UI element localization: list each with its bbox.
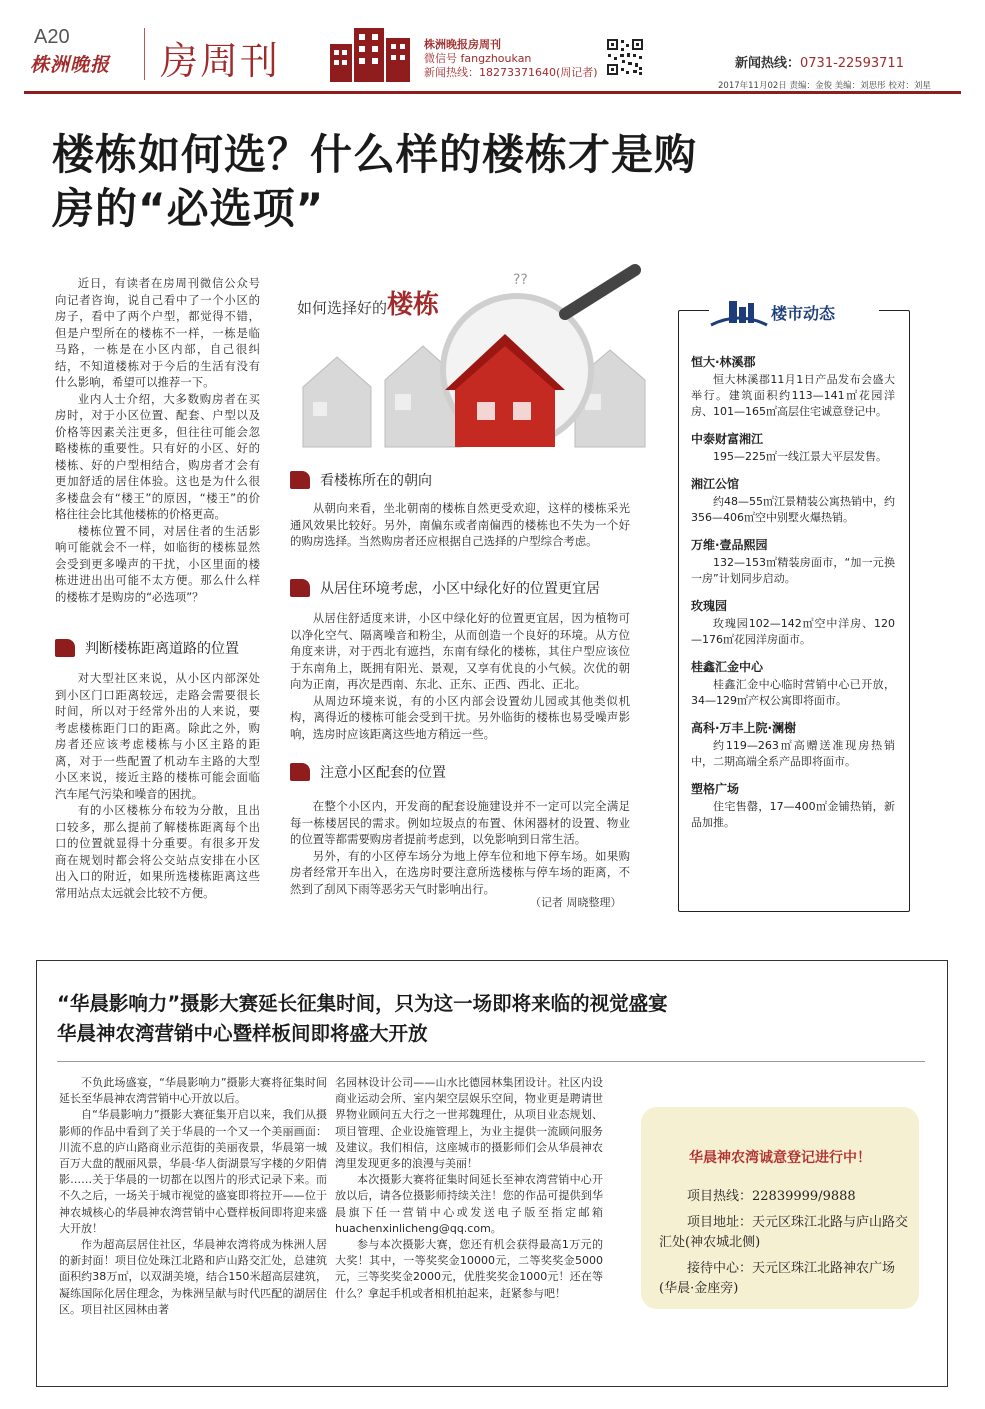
news-item: [691, 719, 895, 770]
info-label: 项目地址：: [687, 1215, 753, 1230]
body-paragraph: 另外，有的小区停车场分为地上停车位和地下停车场。如果购房者经常开车出入，在选房时要注意所选楼栋与停车场的距离，不然到了刮风下雨等恶劣天气时影响出行。: [290, 848, 630, 896]
section-heading-orientation: [290, 470, 432, 490]
ad-title: [57, 989, 937, 1049]
section-marker-icon: [290, 763, 310, 781]
ad-paragraph: 名园林设计公司——山水比德园林集团设计。社区内设商业运动会所、室内架空层娱乐空间，物业更是聘请世界物业顾问五大行之一世邦魏理仕，从项目业态规划、项目管理、企业设施管理上，为业主提供一流顾问服务及建议。我们相信，这座城市的摄影师们会从华晨神农湾里发现更多的浪漫与美丽！: [335, 1076, 603, 1171]
section-title: 房周刊: [160, 39, 281, 83]
market-news-sidebar: [678, 304, 910, 912]
ad-paragraph: 参与本次摄影大赛，您还有机会获得最高1万元的大奖！其中，一等奖奖金10000元，二等奖奖金5000元，三等奖奖金2000元，优胜奖奖金1000元！还在等什么？拿起手机或者相机拍起来，赶紧参与吧！: [335, 1238, 603, 1300]
news-item-desc: 195—225㎡一线江景大平层发售。: [713, 450, 887, 463]
info-value: 天元区珠江北路与庐山路交汇处(神农城北侧): [659, 1215, 909, 1250]
byline: （记者 周晓整理）: [530, 896, 622, 909]
project-hotline: [659, 1187, 911, 1207]
news-item: [691, 353, 895, 420]
news-item: [691, 597, 895, 648]
houses-magnifier-icon: [285, 262, 665, 462]
news-item-desc: 约48—55㎡江景精装公寓热销中，约356—406㎡空中别墅火爆热销。: [691, 495, 895, 524]
paper-logo: 株洲晚报: [30, 54, 111, 76]
illustration-title-prefix: 如何选择好的: [297, 299, 388, 317]
news-item-desc: 住宅售罄，17—400㎡金铺热销，新品加推。: [691, 800, 895, 829]
market-news-list: [691, 353, 895, 841]
building-icon: [330, 24, 414, 82]
headline-line-2: 房的“必选项”: [52, 184, 325, 233]
hotline: [735, 52, 904, 71]
qr-code-icon: [606, 38, 644, 76]
news-item-title: 塑格广场: [691, 782, 740, 796]
hotline-number: 0731-22593711: [800, 56, 904, 71]
section-body-orientation: [290, 500, 630, 550]
section-heading-road-distance: [55, 638, 239, 658]
masthead-rule: [24, 91, 961, 94]
ad-title-line-1: “华晨影响力”摄影大赛延长征集时间，只为这一场即将来临的视觉盛宴: [57, 992, 668, 1015]
section-heading-environment: [290, 578, 600, 598]
body-paragraph: 从周边环境来说，有的小区内部会设置幼儿园或其他类似机构，离得近的楼栋可能会受到干扰。另外临街的楼栋也易受噪声影响，选房时应该距离这些地方稍远一些。: [290, 693, 630, 741]
intro-paragraph: 业内人士介绍，大多数购房者在买房时，对于小区位置、配套、户型以及价格等因素关注更多，但往往可能会忽略楼栋的重要性。只有好的小区、好的楼栋、好的户型相结合，购房者才会有更加舒适的居住体验。这也是为什么很多楼盘会有“楼王”的原因，“楼王”的价格往往会比其他楼栋的价格更高。: [55, 391, 260, 521]
section-marker-icon: [290, 471, 310, 489]
news-item: [691, 475, 895, 526]
news-item-title: 中泰财富湘江: [691, 432, 764, 446]
page-number: A20: [34, 26, 70, 48]
ad-column-2: [335, 1075, 603, 1302]
ad-paragraph: 不负此场盛宴，“华晨影响力”摄影大赛将征集时间延长至华晨神农湾营销中心开放以后。: [59, 1076, 327, 1106]
section-heading-facilities: [290, 762, 446, 782]
ad-title-line-2: 华晨神农湾营销中心暨样板间即将盛大开放: [57, 1022, 428, 1045]
registration-title: 华晨神农湾诚意登记进行中！: [689, 1150, 871, 1166]
news-item: [691, 430, 895, 465]
news-item-title: 万维·壹品熙园: [691, 538, 768, 552]
section-title: 看楼栋所在的朝向: [320, 473, 432, 489]
market-news-header: [709, 293, 879, 329]
news-item: [691, 780, 895, 831]
info-value: 22839999/9888: [752, 1189, 856, 1204]
section-title: 从居住环境考虑，小区中绿化好的位置更宜居: [320, 581, 600, 597]
reception-center: [659, 1259, 911, 1299]
section-body-facilities: [290, 798, 630, 897]
body-paragraph: 有的小区楼栋分布较为分散，且出口较多，那么提前了解楼栋距离每个出口的位置就显得十分重要。有很多开发商在规划时都会将公交站点安排在小区出入口的附近，如果所选楼栋距离这些常用站点太远就会比较不方便。: [55, 803, 260, 900]
news-item-title: 玫瑰园: [691, 599, 728, 613]
section-body-road-distance: [55, 670, 260, 901]
article-illustration: [285, 262, 665, 462]
body-paragraph: 对大型社区来说，从小区内部深处到小区门口距离较远，走路会需要很长时间，所以对于经常外出的人来说，要考虑楼栋距门口的距离。除此之外，购房者还应该考虑楼栋与小区主路的距离，对于一些配置了机动车主路的大型小区来说，接近主路的楼栋可能会面临汽车尾气污染和噪音的困扰。: [55, 671, 260, 801]
intro-paragraph: 近日，有读者在房周刊微信公众号向记者咨询，说自己看中了一个小区的房子，看中了两个户型，都觉得不错，但是户型所在的楼栋不一样，一栋是临马路，一栋是在小区内部，自己很纠结，不知道楼栋对于今后的生活有没有什么影响，希望可以推荐一下。: [55, 276, 260, 389]
intro-column: [55, 275, 260, 605]
advertorial-box: [36, 960, 948, 1387]
news-item-desc: 132—153㎡精装房面市，“加一元换一房”计划同步启动。: [691, 556, 895, 585]
svg-text:??: ??: [513, 272, 528, 288]
news-item: [691, 536, 895, 587]
registration-lines: [659, 1187, 911, 1299]
ad-paragraph: 自“华晨影响力”摄影大赛征集开启以来，我们从摄影师的作品中看到了关于华晨的一个又一个美丽画面：川流不息的庐山路商业示范街的美丽夜景，华晨第一城百万大盘的靓丽风景，华晨·华人街湖景写字楼的夕阳倩影……关于华晨的一切都在以图片的形式记录下来。而不久之后，一场关于城市视觉的盛宴即将拉开——位于神农城核心的华晨神农湾营销中心暨样板间即将迎来盛大开放！: [59, 1108, 327, 1235]
logo-divider: [144, 28, 145, 80]
news-item-title: 高科·万丰上院·澜榭: [691, 721, 797, 735]
project-address: [659, 1213, 911, 1253]
market-news-title: 楼市动态: [771, 304, 836, 323]
ad-paragraph: 作为超高层居住社区，华晨神农湾将成为株洲人居的新封面！项目位处珠江北路和庐山路交汇处，总建筑面积约38万㎡，以双湖美境，结合150米超高层建筑，凝练国际化居住理念，为株洲呈献与时代匹配的湖居住区。项目社区园林由著: [59, 1238, 327, 1316]
news-item: [691, 658, 895, 709]
masthead: [0, 0, 985, 100]
ad-paragraph: 本次摄影大赛将征集时间延长至神农湾营销中心开放以后，请各位摄影师持续关注！您的作品可提供到华晨旗下任一营销中心或发送电子版至指定邮箱huachenxinlicheng@qq.com。: [335, 1173, 603, 1235]
section-title: 判断楼栋距离道路的位置: [85, 641, 239, 657]
news-item-title: 恒大·林溪郡: [691, 355, 756, 369]
skyline-icon: [709, 297, 769, 327]
info-label: 项目热线：: [687, 1189, 753, 1204]
section-body-environment: [290, 610, 630, 742]
ad-column-1: [59, 1075, 327, 1318]
news-item-desc: 约119—263㎡高赠送准现房热销中，二期高端全系产品即将面市。: [691, 739, 895, 768]
news-item-desc: 恒大林溪郡11月1日产品发布会盛大举行。建筑面积约113—141㎡花园洋房、101—165㎡高层住宅诚意登记中。: [691, 373, 895, 418]
ad-divider: [57, 1061, 925, 1062]
date-line: 2017年11月02日 责编：金俊 美编：刘思彤 校对：刘星: [718, 81, 931, 91]
section-marker-icon: [55, 639, 75, 657]
intro-paragraph: 楼栋位置不同，对居住者的生活影响可能就会不一样，如临街的楼栋显然会受到更多噪声的干扰，小区里面的楼栋进进出出可能不太方便。那么什么样的楼栋才是购房的“必选项”？: [55, 523, 260, 604]
brand-line-1: 株洲晚报房周刊: [424, 38, 501, 51]
article-headline: [52, 128, 952, 236]
news-item-title: 湘江公馆: [691, 477, 740, 491]
info-value: 天元区珠江北路神农广场(华晨·金座旁): [659, 1261, 896, 1296]
headline-line-1: 楼栋如何选？什么样的楼栋才是购: [52, 130, 698, 179]
section-marker-icon: [290, 579, 310, 597]
brand-line-3: 新闻热线：18273371640(周记者): [424, 66, 598, 79]
news-item-desc: 玫瑰园102—142㎡空中洋房、120—176㎡花园洋房面市。: [691, 617, 895, 646]
news-item-desc: 桂鑫汇金中心临时营销中心已开放，34—129㎡产权公寓即将面市。: [691, 678, 895, 707]
hotline-label: 新闻热线：: [735, 56, 801, 71]
news-item-title: 桂鑫汇金中心: [691, 660, 764, 674]
registration-box: [641, 1107, 919, 1309]
body-paragraph: 在整个小区内，开发商的配套设施建设并不一定可以完全满足每一栋楼居民的需求。例如垃圾点的布置、休闲器材的设置、物业的位置等都需要购房者提前考虑到，以免影响到日常生活。: [290, 799, 630, 846]
brand-line-2: 微信号 fangzhoukan: [424, 52, 532, 65]
section-title: 注意小区配套的位置: [320, 765, 446, 781]
body-paragraph: 从居住舒适度来讲，小区中绿化好的位置更宜居，因为植物可以净化空气、隔离噪音和粉尘，从而创造一个良好的环境。从方位角度来讲，对于西北有遮挡，东南有绿化的楼栋，其住户型应该位于东南角上，既拥有阳光、景观，又享有优良的小气候。次优的朝向为正南，再次是西南、东北、正东、正西、西北、正北。: [290, 611, 630, 691]
brand-block: [424, 38, 598, 80]
info-label: 接待中心：: [687, 1261, 753, 1276]
body-paragraph: 从朝向来看，坐北朝南的楼栋自然更受欢迎，这样的楼栋采光通风效果比较好。另外，南偏东或者南偏西的楼栋也不失为一个好的购房选择。当然购房者还应根据自己选择的户型综合考虑。: [290, 501, 630, 548]
illustration-title-emph: 楼栋: [387, 290, 440, 320]
